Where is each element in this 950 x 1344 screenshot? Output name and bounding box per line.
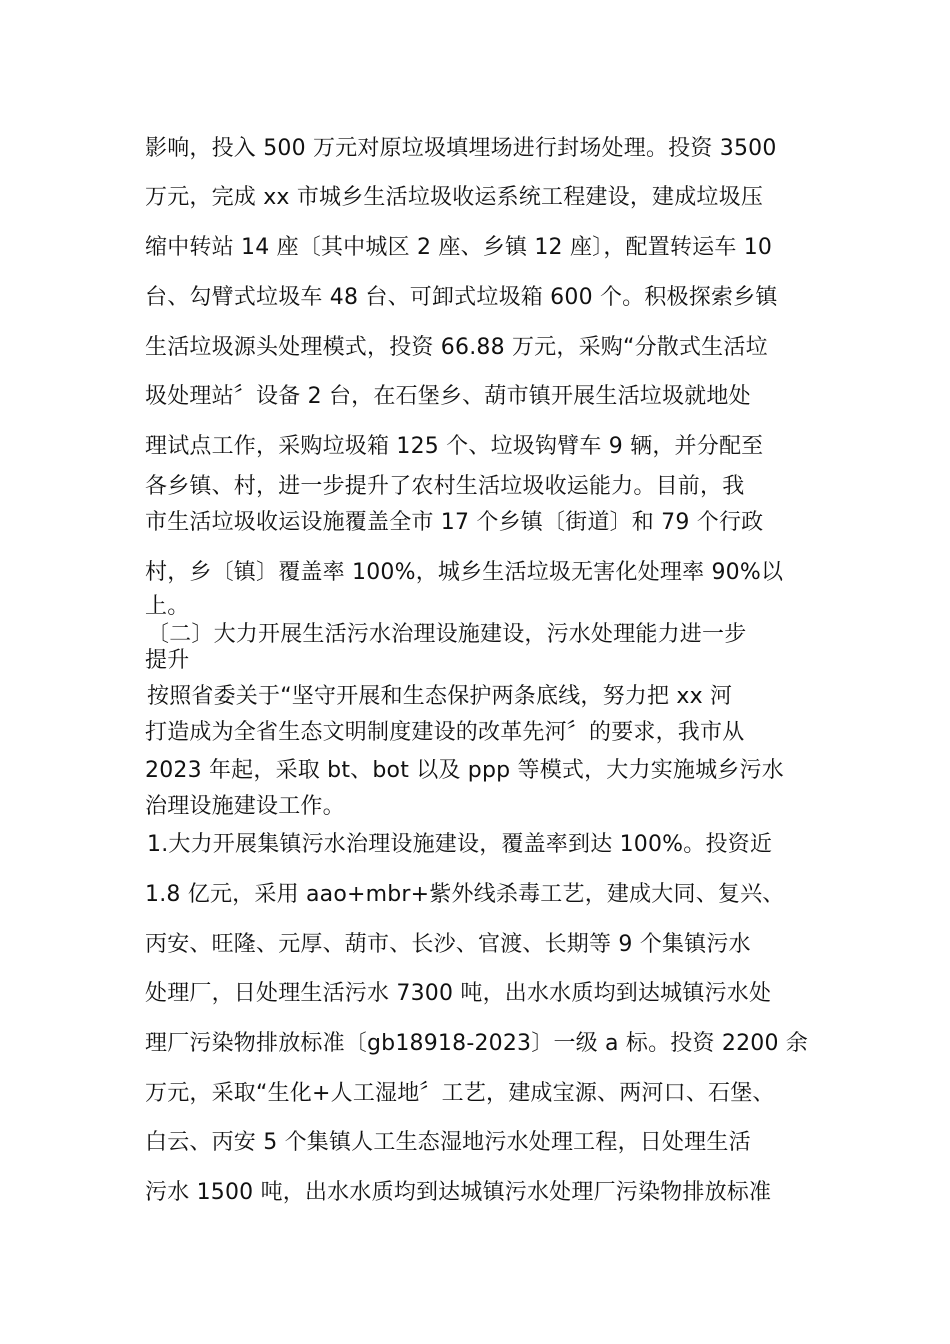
paragraph-line: 影响，投入 500 万元对原垃圾填埋场进行封场处理。投资 3500: [145, 136, 777, 161]
paragraph-line: 污水 1500 吨，出水水质均到达城镇污水处理厂污染物排放标准: [145, 1180, 772, 1205]
paragraph-line: 各乡镇、村，进一步提升了农村生活垃圾收运能力。目前，我: [145, 474, 745, 499]
paragraph-line: 1.大力开展集镇污水治理设施建设，覆盖率到达 100%。投资近: [147, 832, 773, 857]
paragraph-line: 台、勾臂式垃圾车 48 台、可卸式垃圾箱 600 个。积极探索乡镇: [145, 285, 778, 310]
paragraph-line: 理试点工作，采购垃圾箱 125 个、垃圾钩臂车 9 辆，并分配至: [145, 434, 764, 459]
paragraph-line: 丙安、旺隆、元厚、葫市、长沙、官渡、长期等 9 个集镇污水: [145, 932, 751, 957]
paragraph-line: 2023 年起，采取 bt、bot 以及 ppp 等模式，大力实施城乡污水: [145, 758, 784, 783]
paragraph-line: 打造成为全省生态文明制度建设的改革先河〞的要求，我市从: [145, 720, 745, 745]
section-heading: 〔二〕大力开展生活污水治理设施建设，污水处理能力进一步: [147, 622, 747, 647]
paragraph-line: 万元，采取“生化+人工湿地〞工艺，建成宝源、两河口、石堡、: [145, 1081, 775, 1106]
paragraph-line: 生活垃圾源头处理模式，投资 66.88 万元，采购“分散式生活垃: [145, 335, 768, 360]
paragraph-line: 村，乡〔镇〕覆盖率 100%，城乡生活垃圾无害化处理率 90%以: [145, 560, 784, 585]
paragraph-line: 1.8 亿元，采用 aao+mbr+紫外线杀毒工艺，建成大同、复兴、: [145, 882, 785, 907]
paragraph-line: 按照省委关于“坚守开展和生态保护两条底线，努力把 xx 河: [147, 684, 733, 709]
paragraph-line: 上。: [145, 594, 190, 619]
paragraph-line: 缩中转站 14 座〔其中城区 2 座、乡镇 12 座〕，配置转运车 10: [145, 235, 773, 260]
paragraph-line: 理厂污染物排放标准〔gb18918-2023〕一级 a 标。投资 2200 余: [145, 1031, 809, 1056]
paragraph-line: 白云、丙安 5 个集镇人工生态湿地污水处理工程，日处理生活: [145, 1130, 751, 1155]
paragraph-line: 治理设施建设工作。: [145, 794, 345, 819]
paragraph-line: 处理厂，日处理生活污水 7300 吨，出水水质均到达城镇污水处: [145, 981, 772, 1006]
section-heading-continued: 提升: [145, 648, 190, 673]
paragraph-line: 圾处理站〞设备 2 台，在石堡乡、葫市镇开展生活垃圾就地处: [145, 384, 751, 409]
paragraph-line: 万元，完成 xx 市城乡生活垃圾收运系统工程建设，建成垃圾压: [145, 185, 764, 210]
paragraph-line: 市生活垃圾收运设施覆盖全市 17 个乡镇〔街道〕和 79 个行政: [145, 510, 764, 535]
